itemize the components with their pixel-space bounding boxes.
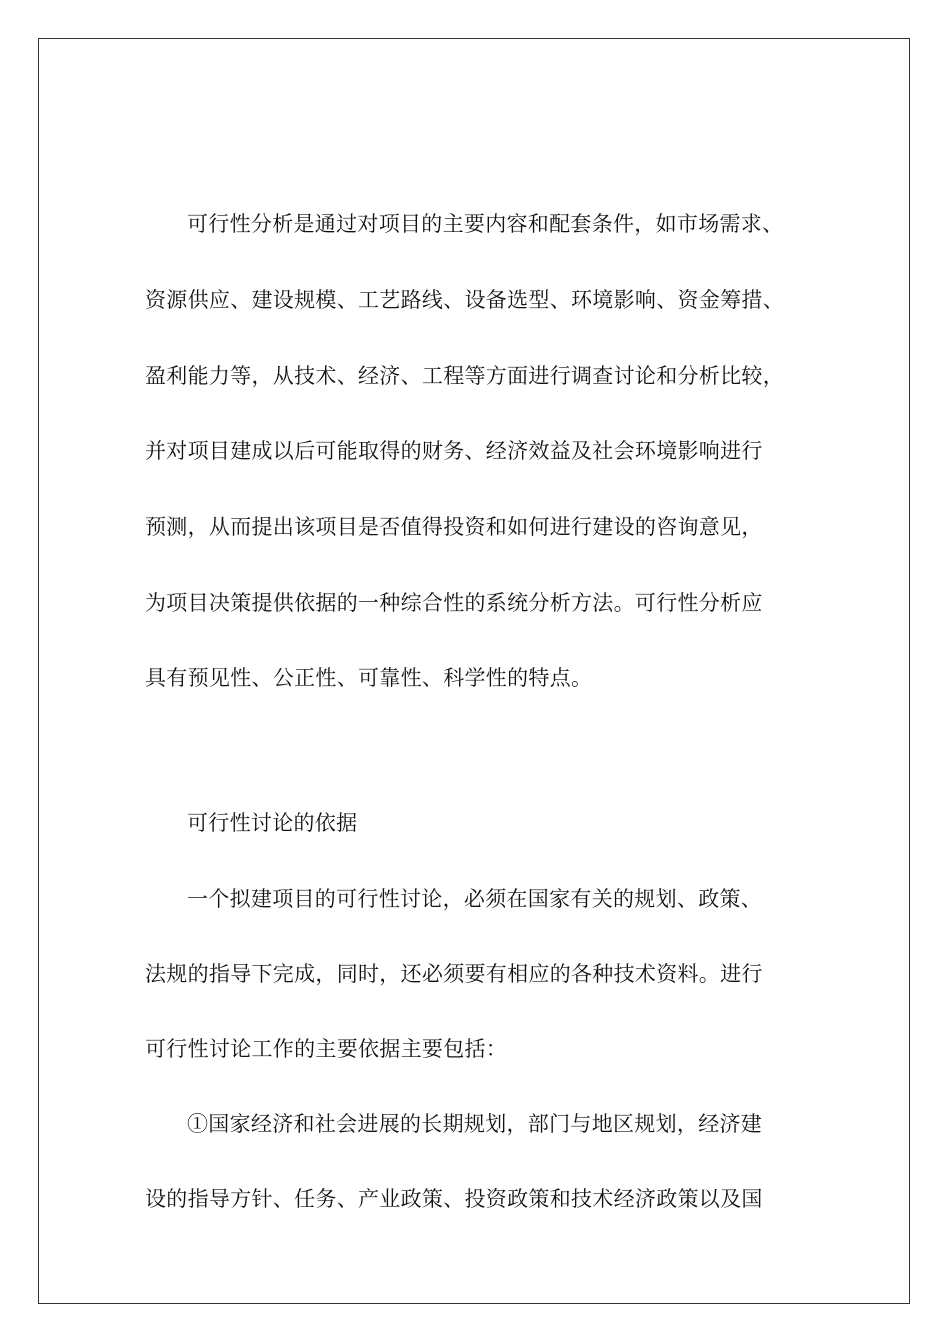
paragraph-3-line-2: 设的指导方针、任务、产业政策、投资政策和技术经济政策以及国: [145, 1187, 763, 1211]
paragraph-1-line-2: 资源供应、建设规模、工艺路线、设备选型、环境影响、资金筹措、: [145, 288, 784, 312]
paragraph-2-line-2: 法规的指导下完成，同时，还必须要有相应的各种技术资料。进行: [145, 962, 763, 986]
paragraph-1-line-7: 具有预见性、公正性、可靠性、科学性的特点。: [145, 666, 593, 690]
paragraph-1-line-3: 盈利能力等，从技术、经济、工程等方面进行调查讨论和分析比较，: [145, 364, 784, 388]
section-heading: 可行性讨论的依据: [187, 811, 358, 835]
paragraph-1-line-5: 预测，从而提出该项目是否值得投资和如何进行建设的咨询意见，: [145, 515, 763, 539]
paragraph-3-line-1: ①国家经济和社会进展的长期规划，部门与地区规划，经济建: [187, 1112, 763, 1136]
paragraph-2-line-1: 一个拟建项目的可行性讨论，必须在国家有关的规划、政策、: [187, 887, 763, 911]
paragraph-2-line-3: 可行性讨论工作的主要依据主要包括：: [145, 1037, 508, 1061]
paragraph-1-line-1: 可行性分析是通过对项目的主要内容和配套条件，如市场需求、: [187, 212, 784, 236]
paragraph-1-line-6: 为项目决策提供依据的一种综合性的系统分析方法。可行性分析应: [145, 591, 763, 615]
paragraph-1-line-4: 并对项目建成以后可能取得的财务、经济效益及社会环境影响进行: [145, 439, 763, 463]
